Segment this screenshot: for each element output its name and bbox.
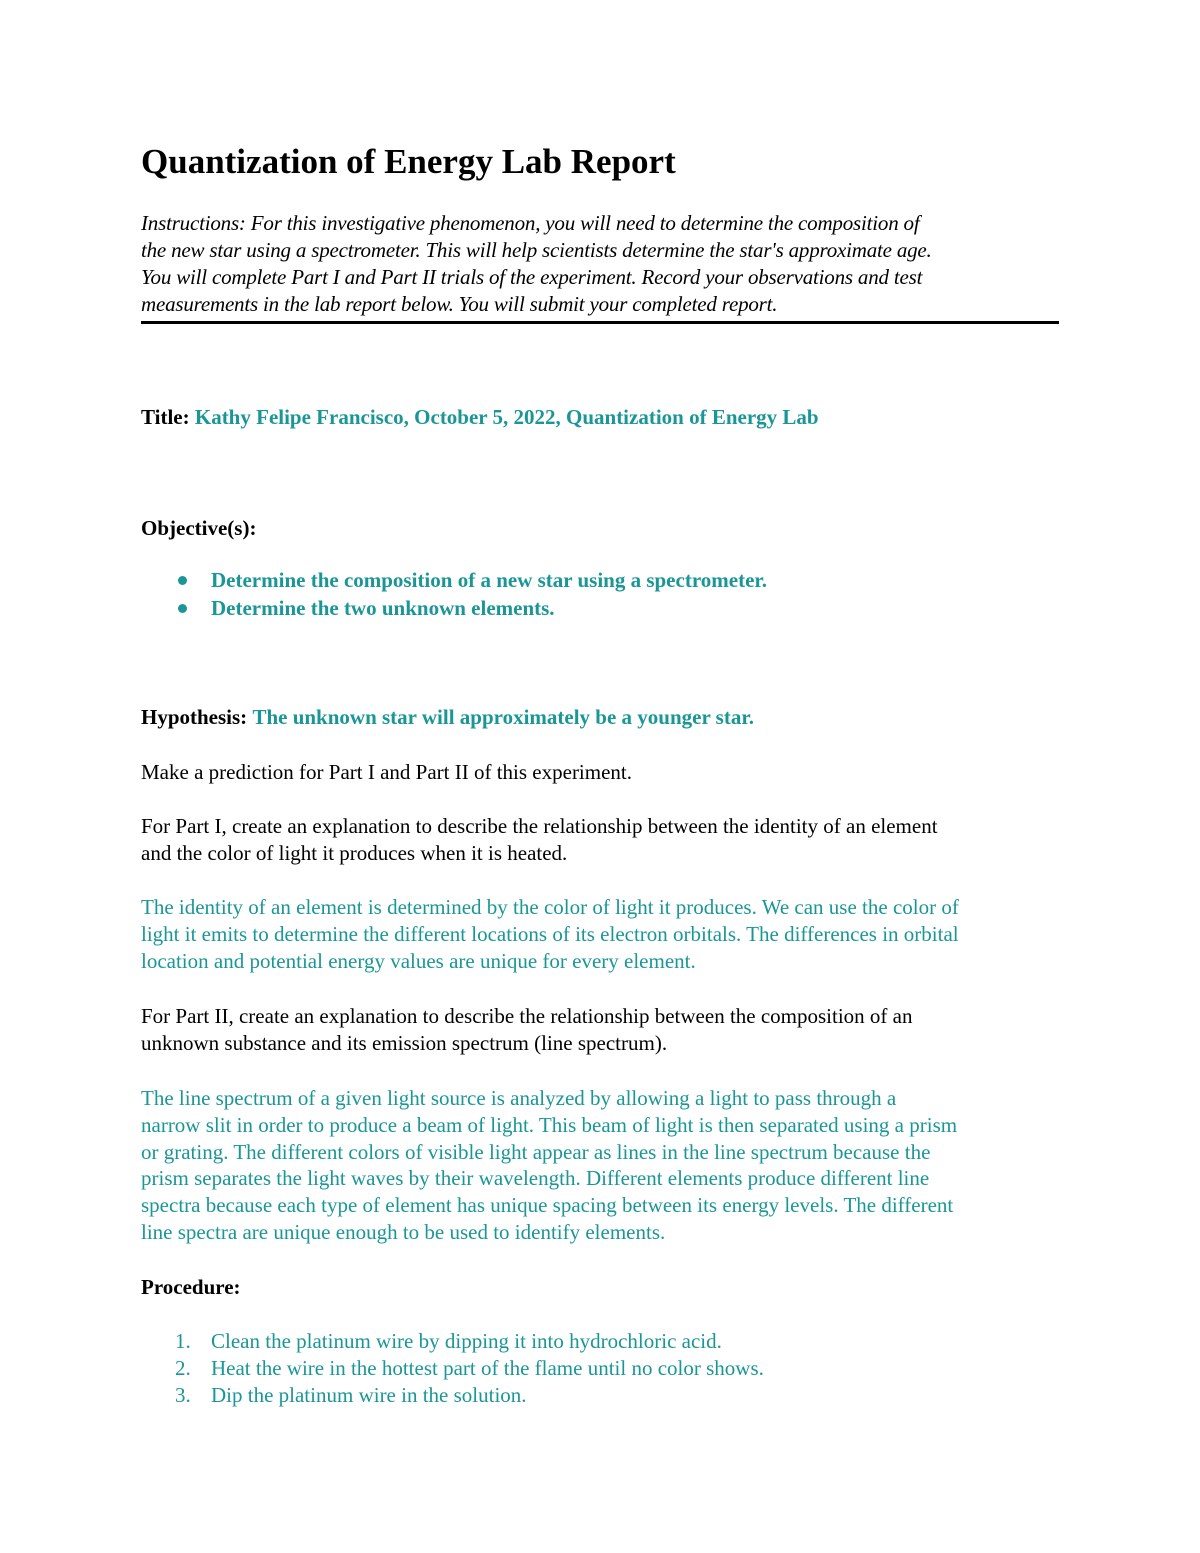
part2-answer-line: prism separates the light waves by their wavelength. Different elements produce different line xyxy=(141,1166,930,1191)
objective-text: Determine the composition of a new star using a spectrometer. xyxy=(211,568,768,592)
step-text: Clean the platinum wire by dipping it into hydrochloric acid. xyxy=(211,1329,722,1353)
instructions-line: You will complete Part I and Part II trials of the experiment. Record your observations and test xyxy=(141,265,923,289)
part2-answer xyxy=(141,1085,1059,1246)
objectives-label: Objective(s): xyxy=(141,516,257,540)
part1-answer-line: location and potential energy values are unique for every element. xyxy=(141,948,696,973)
part1-answer-line: light it emits to determine the different locations of its electron orbitals. The differences in orbital xyxy=(141,921,959,946)
part1-answer-line: The identity of an element is determined by the color of light it produces. We can use the color of xyxy=(141,895,959,919)
title-value: Kathy Felipe Francisco, October 5, 2022, Quantization of Energy Lab xyxy=(194,405,819,429)
title-field xyxy=(141,404,819,431)
objective-text: Determine the two unknown elements. xyxy=(211,596,555,620)
title-label: Title: xyxy=(141,405,190,429)
instructions-line: Instructions: For this investigative phenomenon, you will need to determine the composition of xyxy=(141,211,920,235)
procedure-heading xyxy=(141,1274,241,1301)
procedure-list xyxy=(141,1328,764,1409)
bullet-icon xyxy=(178,604,187,613)
part1-answer xyxy=(141,894,1059,974)
hypothesis-label: Hypothesis: xyxy=(141,705,248,729)
part2-answer-line: or grating. The different colors of visible light appear as lines in the line spectrum because the xyxy=(141,1139,931,1164)
step-number: 1. xyxy=(175,1329,191,1353)
step-text: Dip the platinum wire in the solution. xyxy=(211,1383,527,1407)
part2-prompt-line: For Part II, create an explanation to describe the relationship between the composition of an xyxy=(141,1004,913,1028)
part1-prompt-line: For Part I, create an explanation to describe the relationship between the identity of an element xyxy=(141,814,938,838)
step-text: Heat the wire in the hottest part of the flame until no color shows. xyxy=(211,1356,764,1380)
step-number: 2. xyxy=(175,1356,191,1380)
procedure-step xyxy=(141,1355,764,1382)
instructions-line: measurements in the lab report below. You will submit your completed report. xyxy=(141,292,778,316)
procedure-step xyxy=(141,1328,764,1355)
part2-prompt-line: unknown substance and its emission spectrum (line spectrum). xyxy=(141,1030,668,1055)
hypothesis-field xyxy=(141,704,754,731)
objectives-heading xyxy=(141,515,256,542)
procedure-step xyxy=(141,1382,764,1409)
part1-prompt-line: and the color of light it produces when it is heated. xyxy=(141,840,568,865)
objective-item xyxy=(141,566,767,594)
part1-prompt xyxy=(141,813,1059,867)
bullet-icon xyxy=(178,576,187,585)
part2-answer-line: The line spectrum of a given light source is analyzed by allowing a light to pass through a xyxy=(141,1086,897,1110)
objective-item xyxy=(141,594,767,622)
document-title: Quantization of Energy Lab Report xyxy=(141,142,676,181)
instructions-block xyxy=(141,210,1059,324)
procedure-label: Procedure: xyxy=(141,1275,241,1299)
hypothesis-value: The unknown star will approximately be a younger star. xyxy=(252,705,754,729)
step-number: 3. xyxy=(175,1383,191,1407)
part2-answer-line: narrow slit in order to produce a beam of light. This beam of light is then separated using a prism xyxy=(141,1112,958,1137)
prediction-prompt: Make a prediction for Part I and Part II of this experiment. xyxy=(141,760,633,784)
part2-answer-line: line spectra are unique enough to be used to identify elements. xyxy=(141,1219,666,1244)
objectives-list xyxy=(141,566,767,622)
part2-prompt xyxy=(141,1003,1059,1057)
part2-answer-line: spectra because each type of element has unique spacing between its energy levels. The different xyxy=(141,1193,954,1218)
instructions-line: the new star using a spectrometer. This will help scientists determine the star's approximate age. xyxy=(141,238,932,262)
